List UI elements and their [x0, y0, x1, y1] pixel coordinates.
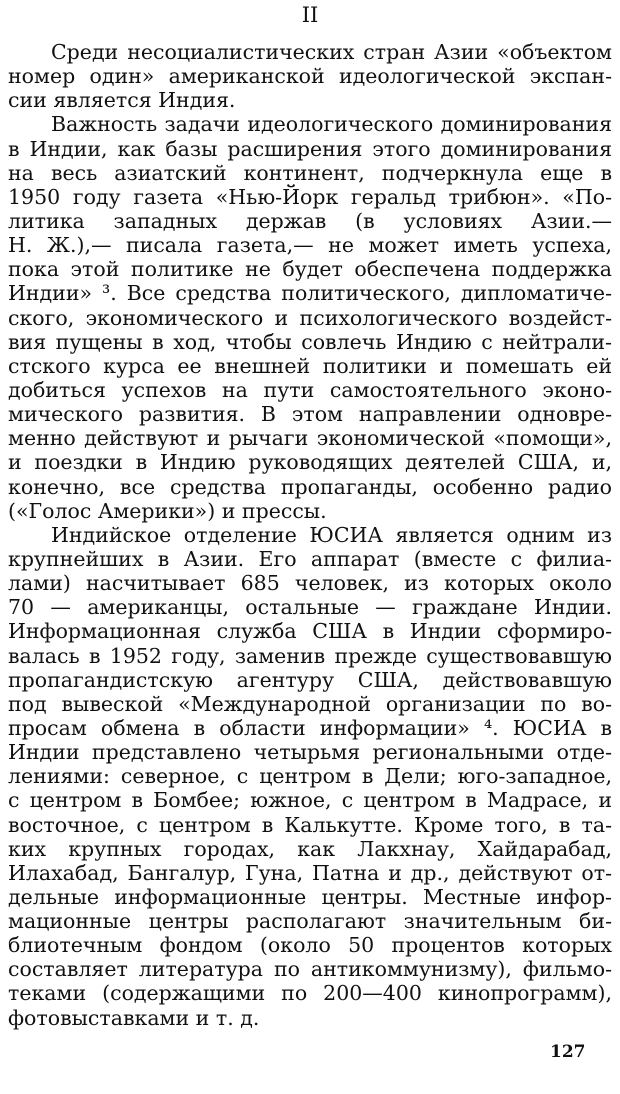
text-line: в Индии, как базы расширения этого доминирования: [8, 136, 612, 161]
text-line: ких крупных городах, как Лакхнау, Хайдарабад,: [8, 836, 612, 861]
text-line: литика западных держав (в условиях Азии.—: [8, 208, 612, 233]
text-line: восточное, с центром в Калькутте. Кроме того, в та-: [8, 812, 612, 837]
text-line: пока этой политике не будет обеспечена поддержка: [8, 257, 612, 282]
text-line: ского, экономического и психологического воздейст-: [8, 305, 612, 330]
text-line: Индийское отделение ЮСИА является одним из: [51, 522, 612, 547]
text-line: валась в 1952 году, заменив прежде существовавшую: [8, 643, 612, 668]
text-line: 70 — американцы, остальные — граждане Индии.: [8, 595, 612, 620]
text-line: блиотечным фондом (около 50 процентов которых: [8, 933, 612, 958]
text-line: под вывеской «Международной организации по во-: [8, 691, 612, 716]
text-line: менно действуют и рычаги экономической «помощи»,: [8, 426, 612, 451]
text-line: лениями: северное, с центром в Дели; юго-западное,: [8, 764, 612, 789]
text-line: дельные информационные центры. Местные инфор-: [8, 884, 612, 909]
text-line: («Голос Америки») и прессы.: [8, 498, 327, 523]
text-line: составляет литература по антикоммунизму), фильмо-: [8, 957, 612, 982]
page-body: [8, 40, 612, 1030]
page-number: 127: [550, 1042, 586, 1062]
text-line: конечно, все средства пропаганды, особенно радио: [8, 474, 612, 499]
text-line: пропагандистскую агентуру США, действовавшую: [8, 667, 612, 692]
text-line: Илахабад, Бангалур, Гуна, Патна и др., действуют от-: [8, 860, 612, 885]
text-line: на весь азиатский континент, подчеркнула еще в: [8, 160, 612, 185]
text-line: Н. Ж.),— писала газета,— не может иметь успеха,: [8, 233, 612, 258]
text-line: стского курса ее внешней политики и помешать ей: [8, 353, 612, 378]
text-line: Среди несоциалистических стран Азии «объектом: [51, 40, 612, 64]
text-line: номер один» американской идеологической экспан-: [8, 64, 612, 89]
text-line: просам обмена в области информации» ⁴. ЮСИА в: [8, 715, 612, 740]
text-line: мационные центры располагают значительным би-: [8, 909, 612, 934]
text-line: Индии представлено четырьмя региональными отде-: [8, 740, 612, 765]
text-line: крупнейших в Азии. Его аппарат (вместе с филиа-: [8, 546, 612, 571]
text-line: мического развития. В этом направлении одновре-: [8, 402, 612, 427]
text-line: и поездки в Индию руководящих деятелей США, и,: [8, 450, 612, 475]
text-line: теками (содержащими по 200—400 кинопрограмм),: [8, 981, 612, 1006]
text-line: Важность задачи идеологического доминирования: [51, 112, 612, 137]
text-line: сии является Индия.: [8, 88, 236, 113]
text-line: 1950 году газета «Нью-Йорк геральд трибюн». «По-: [8, 184, 612, 209]
text-line: лами) насчитывает 685 человек, из которых около: [8, 571, 612, 596]
text-line: вия пущены в ход, чтобы совлечь Индию с нейтрали-: [8, 329, 612, 354]
text-line: Индии» ³. Все средства политического, дипломатиче-: [8, 281, 612, 306]
text-line: с центром в Бомбее; южное, с центром в Мадрасе, и: [8, 788, 612, 813]
text-line: добиться успехов на пути самостоятельного эконо-: [8, 377, 612, 402]
text-line: фотовыставками и т. д.: [8, 1005, 260, 1030]
section-numeral: II: [301, 3, 319, 27]
text-line: Информационная служба США в Индии сформиро-: [8, 619, 612, 644]
